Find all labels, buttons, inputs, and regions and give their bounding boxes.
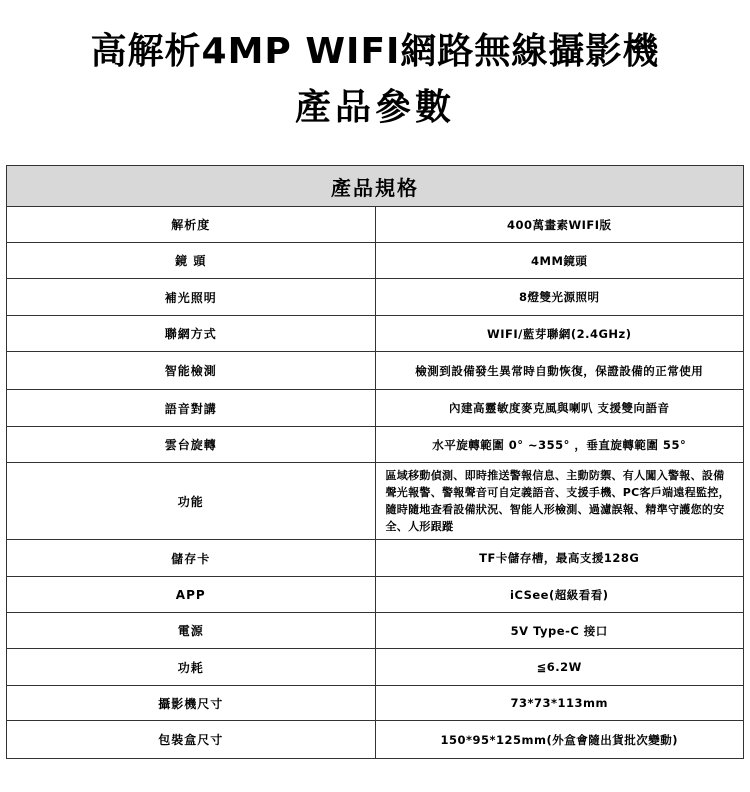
table-row	[7, 649, 744, 686]
table-row	[7, 686, 744, 721]
row-label: 包裝盒尺寸	[7, 721, 376, 759]
row-value: 內建高靈敏度麥克風與喇叭 支援雙向語音	[375, 390, 744, 427]
row-label: 功能	[7, 463, 376, 540]
row-label: 聯網方式	[7, 316, 376, 352]
product-title: 高解析4MP WIFI網路無線攝影機	[90, 31, 660, 72]
row-value: ≦6.2W	[375, 649, 744, 686]
table-row	[7, 352, 744, 390]
row-value: 區域移動偵測、即時推送警報信息、主動防禦、有人闖入警報、設備聲光報警、警報聲音可自定義語音、支援手機、PC客戶端遠程監控，隨時隨地查看設備狀況、智能人形檢測、過濾誤報、精準守護您的安全、人形跟蹤	[375, 463, 744, 540]
table-row	[7, 279, 744, 316]
row-value: TF卡儲存槽，最高支援128G	[375, 540, 744, 577]
row-label: 補光照明	[7, 279, 376, 316]
row-label: 電源	[7, 613, 376, 649]
table-row	[7, 207, 744, 243]
table-row	[7, 540, 744, 577]
row-value: 400萬畫素WIFI版	[375, 207, 744, 243]
spec-table-header-row	[7, 166, 744, 207]
table-row	[7, 463, 744, 540]
table-row	[7, 316, 744, 352]
row-value: iCSee(超級看看)	[375, 577, 744, 613]
row-value: 檢測到設備發生異常時自動恢復，保證設備的正常使用	[375, 352, 744, 390]
row-value: 4MM鏡頭	[375, 243, 744, 279]
row-value: 73*73*113mm	[375, 686, 744, 721]
row-label: 功耗	[7, 649, 376, 686]
row-value: 水平旋轉範圍 0° ~355° ，垂直旋轉範圍 55°	[375, 427, 744, 463]
table-row	[7, 390, 744, 427]
table-row	[7, 243, 744, 279]
spec-table	[6, 165, 744, 759]
spec-table-header: 產品規格	[7, 166, 744, 207]
row-label: 雲台旋轉	[7, 427, 376, 463]
row-label: 鏡 頭	[7, 243, 376, 279]
row-label: APP	[7, 577, 376, 613]
table-row	[7, 721, 744, 759]
row-value: 5V Type-C 接口	[375, 613, 744, 649]
table-row	[7, 613, 744, 649]
row-value: 8燈雙光源照明	[375, 279, 744, 316]
row-label: 攝影機尺寸	[7, 686, 376, 721]
table-row	[7, 427, 744, 463]
section-title: 產品參數	[294, 87, 455, 128]
row-label: 儲存卡	[7, 540, 376, 577]
row-label: 智能檢測	[7, 352, 376, 390]
row-label: 語音對講	[7, 390, 376, 427]
row-value: WIFI/藍芽聯網(2.4GHz)	[375, 316, 744, 352]
row-value: 150*95*125mm(外盒會隨出貨批次變動)	[375, 721, 744, 759]
table-row	[7, 577, 744, 613]
row-label: 解析度	[7, 207, 376, 243]
